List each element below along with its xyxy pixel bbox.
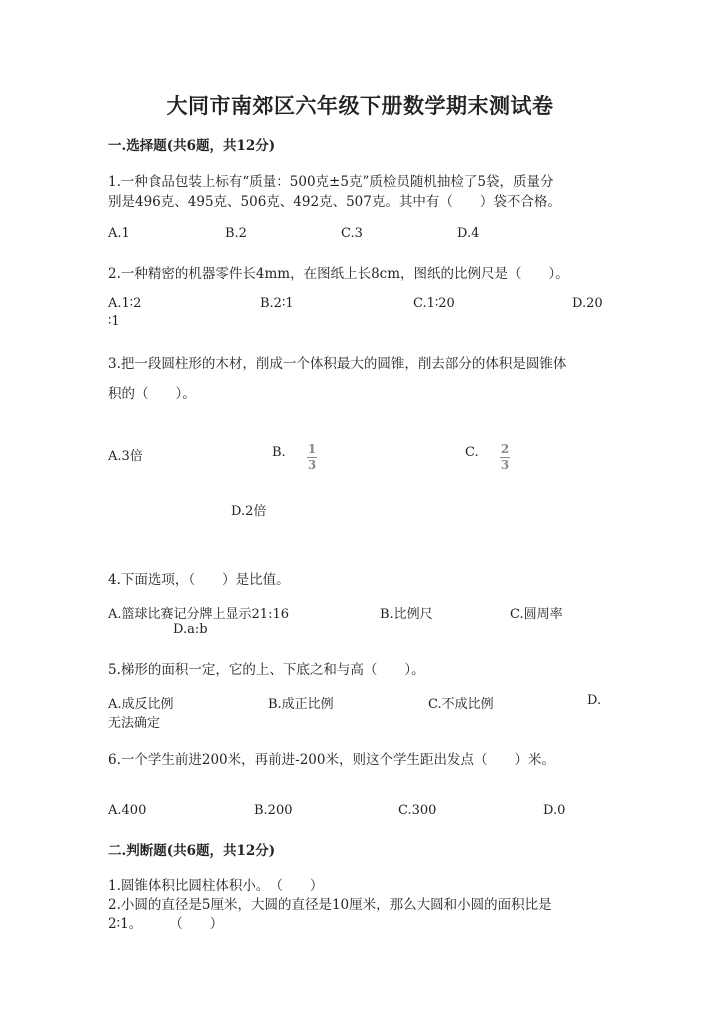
q6-line-1: 6.一个学生前进200米，再前进-200米，则这个学生距出发点（ ）米。 xyxy=(108,752,555,768)
q5-option-b: B.成正比例 xyxy=(268,697,334,712)
q3-fraction-one-third xyxy=(307,438,317,472)
fraction-numerator: 1 xyxy=(307,442,317,456)
q3-line-2: 积的（ ）。 xyxy=(108,386,196,402)
q2-option-b: B.2∶1 xyxy=(260,296,294,311)
q6-option-c: C.300 xyxy=(398,803,437,818)
q6-option-b: B.200 xyxy=(254,803,293,818)
q1-option-b: B.2 xyxy=(225,226,247,241)
q3-line-1: 3.把一段圆柱形的木材，削成一个体积最大的圆锥，削去部分的体积是圆锥体 xyxy=(108,356,567,372)
q1-option-d: D.4 xyxy=(457,226,480,241)
q1-line-2: 别是496克、495克、506克、492克、507克。其中有（ ）袋不合格。 xyxy=(108,194,561,210)
q4-option-b: B.比例尺 xyxy=(380,607,433,622)
q6-option-a: A.400 xyxy=(108,803,147,818)
q5-option-c: C.不成比例 xyxy=(428,697,494,712)
q5-option-d-cont: 无法确定 xyxy=(108,716,161,731)
q4-option-d: D.a:b xyxy=(173,622,208,637)
q5-option-a: A.成反比例 xyxy=(108,697,174,712)
q4-option-a: A.篮球比赛记分牌上显示21:16 xyxy=(108,607,289,622)
q1-option-c: C.3 xyxy=(341,226,363,241)
q4-option-c: C.圆周率 xyxy=(510,607,563,622)
q3-option-b: B. xyxy=(272,445,286,460)
q1-option-a: A.1 xyxy=(108,226,130,241)
fraction-denominator: 3 xyxy=(500,458,510,472)
q2-option-c: C.1∶20 xyxy=(413,296,455,311)
q3-option-c: C. xyxy=(465,445,479,460)
judge-q2-line-1: 2.小圆的直径是5厘米，大圆的直径是10厘米，那么大圆和小圆的面积比是 xyxy=(108,897,552,913)
q1-line-1: 1.一种食品包装上标有“质量：500克±5克”质检员随机抽检了5袋，质量分 xyxy=(108,174,554,190)
q5-option-d: D. xyxy=(587,693,602,708)
q3-option-d: D.2倍 xyxy=(231,504,267,519)
section-1-heading: 一.选择题(共6题，共12分) xyxy=(108,138,276,154)
q2-line-1: 2.一种精密的机器零件长4mm，在图纸上长8cm，图纸的比例尺是（ ）。 xyxy=(108,266,569,282)
judge-q1-line-1: 1.圆锥体积比圆柱体积小。 （ ） xyxy=(108,878,324,894)
page-title: 大同市南郊区六年级下册数学期末测试卷 xyxy=(166,93,554,118)
q3-option-a: A.3倍 xyxy=(108,449,143,464)
q3-fraction-two-thirds xyxy=(500,438,510,472)
fraction-denominator: 3 xyxy=(307,458,317,472)
q2-option-d: D.20 xyxy=(572,296,603,311)
q5-line-1: 5.梯形的面积一定，它的上、下底之和与高（ ）。 xyxy=(108,662,425,678)
q6-option-d: D.0 xyxy=(543,803,566,818)
judge-q2-line-2: 2∶1。 （ ） xyxy=(108,916,224,932)
q2-option-d-cont: ∶1 xyxy=(108,314,120,329)
section-2-heading: 二.判断题(共6题，共12分) xyxy=(108,843,276,859)
q4-line-1: 4.下面选项，（ ）是比值。 xyxy=(108,572,290,588)
q2-option-a: A.1∶2 xyxy=(108,296,142,311)
fraction-numerator: 2 xyxy=(500,442,510,456)
